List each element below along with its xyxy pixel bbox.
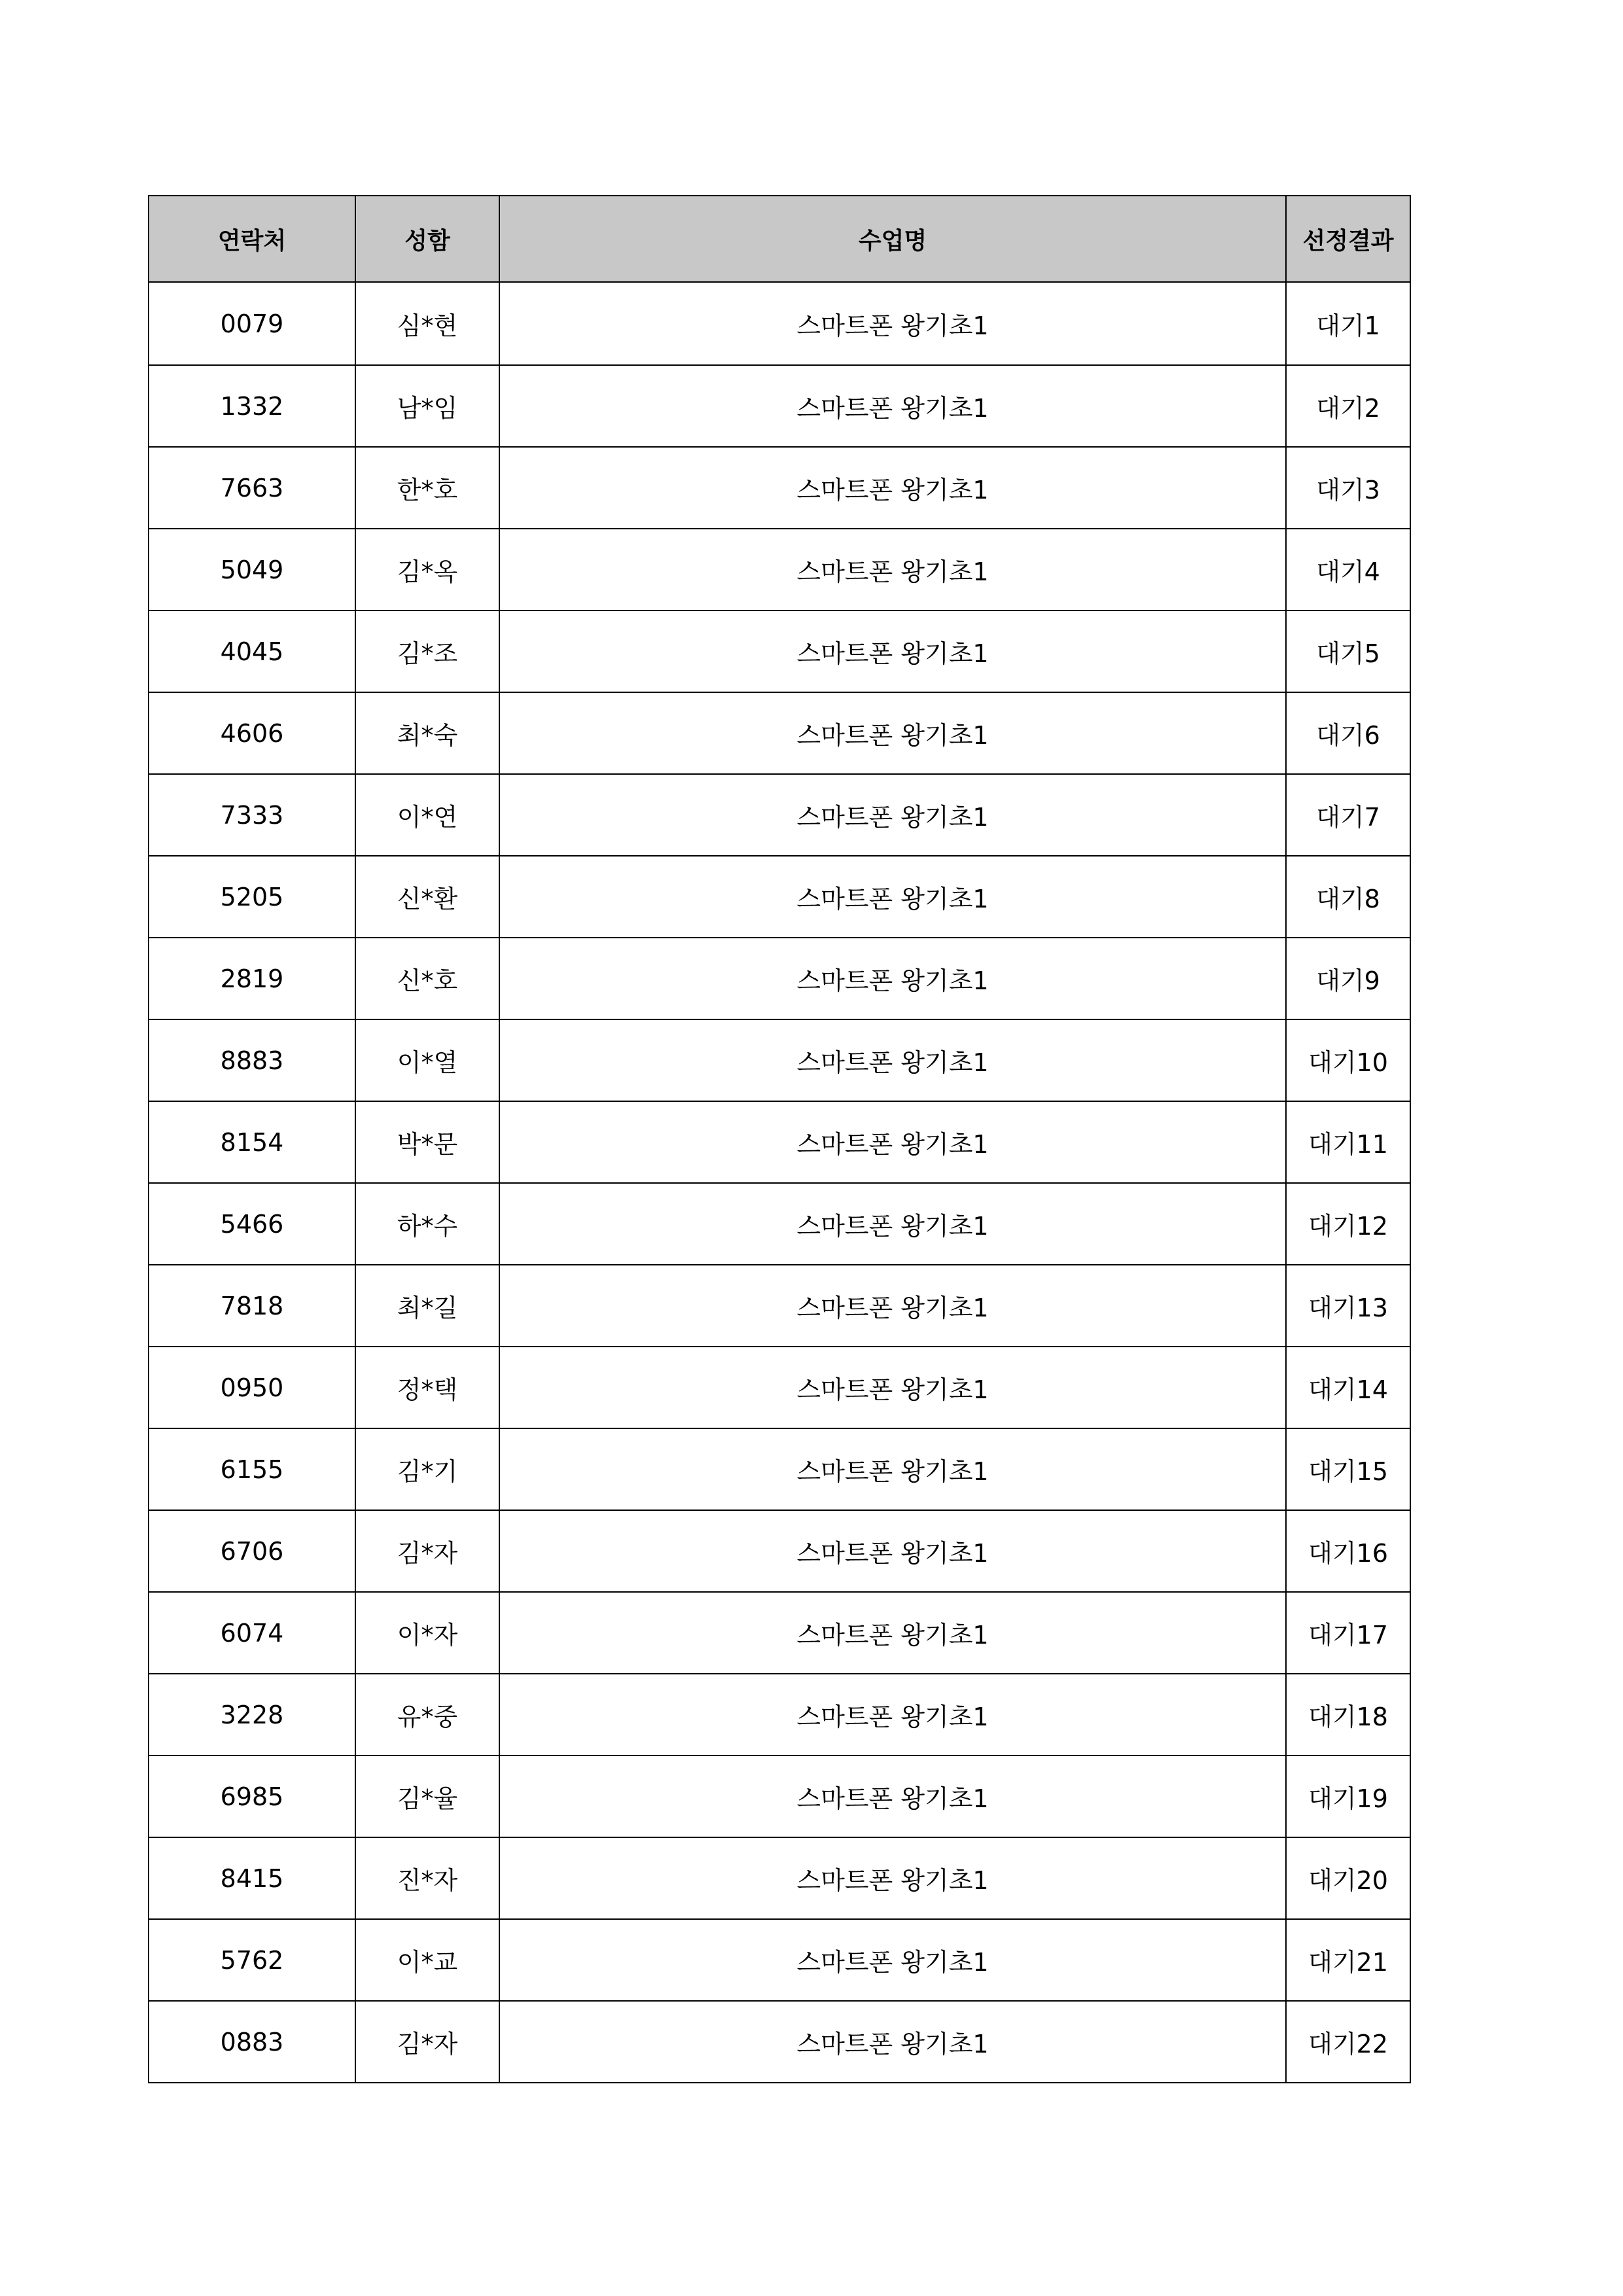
- cell-course: 스마트폰 왕기초1: [499, 692, 1286, 774]
- cell-contact: 4606: [149, 692, 355, 774]
- header-name: 성함: [355, 196, 499, 282]
- cell-course: 스마트폰 왕기초1: [499, 856, 1286, 938]
- table-row: [149, 447, 1410, 529]
- cell-result: 대기20: [1286, 1837, 1410, 1919]
- cell-name: 최*숙: [355, 692, 499, 774]
- table-row: [149, 282, 1410, 365]
- table-row: [149, 365, 1410, 447]
- cell-course: 스마트폰 왕기초1: [499, 1183, 1286, 1265]
- table-row: [149, 856, 1410, 938]
- cell-result: 대기8: [1286, 856, 1410, 938]
- cell-course: 스마트폰 왕기초1: [499, 1756, 1286, 1837]
- cell-contact: 7663: [149, 447, 355, 529]
- cell-result: 대기17: [1286, 1592, 1410, 1674]
- cell-name: 김*조: [355, 610, 499, 692]
- cell-result: 대기12: [1286, 1183, 1410, 1265]
- cell-contact: 0883: [149, 2001, 355, 2083]
- cell-contact: 5762: [149, 1919, 355, 2001]
- header-course: 수업명: [499, 196, 1286, 282]
- cell-course: 스마트폰 왕기초1: [499, 1837, 1286, 1919]
- table-row: [149, 1019, 1410, 1101]
- cell-name: 김*옥: [355, 529, 499, 610]
- cell-name: 유*중: [355, 1674, 499, 1756]
- table-row: [149, 692, 1410, 774]
- cell-course: 스마트폰 왕기초1: [499, 282, 1286, 365]
- cell-contact: 0079: [149, 282, 355, 365]
- cell-contact: 6706: [149, 1510, 355, 1592]
- cell-contact: 4045: [149, 610, 355, 692]
- table-row: [149, 774, 1410, 856]
- table-row: [149, 1919, 1410, 2001]
- table-row: [149, 1510, 1410, 1592]
- cell-result: 대기19: [1286, 1756, 1410, 1837]
- cell-name: 신*호: [355, 938, 499, 1019]
- cell-name: 이*자: [355, 1592, 499, 1674]
- cell-contact: 8415: [149, 1837, 355, 1919]
- table-row: [149, 2001, 1410, 2083]
- table-row: [149, 1756, 1410, 1837]
- cell-contact: 8883: [149, 1019, 355, 1101]
- cell-contact: 6155: [149, 1428, 355, 1510]
- cell-result: 대기11: [1286, 1101, 1410, 1183]
- cell-result: 대기1: [1286, 282, 1410, 365]
- cell-result: 대기3: [1286, 447, 1410, 529]
- cell-name: 진*자: [355, 1837, 499, 1919]
- cell-name: 신*환: [355, 856, 499, 938]
- cell-contact: 2819: [149, 938, 355, 1019]
- cell-name: 한*호: [355, 447, 499, 529]
- cell-name: 최*길: [355, 1265, 499, 1347]
- cell-name: 남*임: [355, 365, 499, 447]
- table-header-row: [149, 196, 1410, 282]
- cell-result: 대기22: [1286, 2001, 1410, 2083]
- cell-course: 스마트폰 왕기초1: [499, 447, 1286, 529]
- cell-result: 대기21: [1286, 1919, 1410, 2001]
- cell-result: 대기9: [1286, 938, 1410, 1019]
- cell-course: 스마트폰 왕기초1: [499, 1674, 1286, 1756]
- cell-name: 박*문: [355, 1101, 499, 1183]
- cell-contact: 6985: [149, 1756, 355, 1837]
- table-row: [149, 938, 1410, 1019]
- cell-result: 대기4: [1286, 529, 1410, 610]
- cell-name: 이*연: [355, 774, 499, 856]
- cell-course: 스마트폰 왕기초1: [499, 1919, 1286, 2001]
- cell-course: 스마트폰 왕기초1: [499, 529, 1286, 610]
- table-row: [149, 1428, 1410, 1510]
- cell-contact: 5205: [149, 856, 355, 938]
- cell-course: 스마트폰 왕기초1: [499, 1592, 1286, 1674]
- cell-contact: 7333: [149, 774, 355, 856]
- cell-result: 대기14: [1286, 1347, 1410, 1428]
- cell-contact: 3228: [149, 1674, 355, 1756]
- cell-course: 스마트폰 왕기초1: [499, 938, 1286, 1019]
- cell-result: 대기5: [1286, 610, 1410, 692]
- cell-result: 대기6: [1286, 692, 1410, 774]
- cell-name: 이*교: [355, 1919, 499, 2001]
- cell-course: 스마트폰 왕기초1: [499, 1428, 1286, 1510]
- cell-result: 대기18: [1286, 1674, 1410, 1756]
- cell-course: 스마트폰 왕기초1: [499, 1265, 1286, 1347]
- header-result: 선정결과: [1286, 196, 1410, 282]
- cell-course: 스마트폰 왕기초1: [499, 365, 1286, 447]
- cell-contact: 0950: [149, 1347, 355, 1428]
- table-row: [149, 1101, 1410, 1183]
- cell-name: 김*자: [355, 1510, 499, 1592]
- cell-contact: 5466: [149, 1183, 355, 1265]
- cell-result: 대기7: [1286, 774, 1410, 856]
- table-row: [149, 1347, 1410, 1428]
- cell-name: 김*율: [355, 1756, 499, 1837]
- cell-name: 정*택: [355, 1347, 499, 1428]
- cell-name: 이*열: [355, 1019, 499, 1101]
- table-row: [149, 1837, 1410, 1919]
- cell-contact: 6074: [149, 1592, 355, 1674]
- cell-contact: 7818: [149, 1265, 355, 1347]
- table-row: [149, 1674, 1410, 1756]
- cell-name: 김*자: [355, 2001, 499, 2083]
- table-body: [149, 282, 1410, 2083]
- cell-course: 스마트폰 왕기초1: [499, 1101, 1286, 1183]
- waitlist-table: [148, 195, 1411, 2083]
- cell-contact: 5049: [149, 529, 355, 610]
- cell-result: 대기16: [1286, 1510, 1410, 1592]
- cell-course: 스마트폰 왕기초1: [499, 610, 1286, 692]
- table-row: [149, 1592, 1410, 1674]
- cell-name: 김*기: [355, 1428, 499, 1510]
- cell-course: 스마트폰 왕기초1: [499, 2001, 1286, 2083]
- table-row: [149, 610, 1410, 692]
- cell-contact: 8154: [149, 1101, 355, 1183]
- header-contact: 연락처: [149, 196, 355, 282]
- table-row: [149, 529, 1410, 610]
- cell-course: 스마트폰 왕기초1: [499, 1510, 1286, 1592]
- cell-result: 대기10: [1286, 1019, 1410, 1101]
- cell-course: 스마트폰 왕기초1: [499, 1019, 1286, 1101]
- table-row: [149, 1183, 1410, 1265]
- cell-result: 대기15: [1286, 1428, 1410, 1510]
- cell-result: 대기2: [1286, 365, 1410, 447]
- cell-contact: 1332: [149, 365, 355, 447]
- cell-course: 스마트폰 왕기초1: [499, 774, 1286, 856]
- table-row: [149, 1265, 1410, 1347]
- cell-name: 심*현: [355, 282, 499, 365]
- cell-result: 대기13: [1286, 1265, 1410, 1347]
- cell-name: 하*수: [355, 1183, 499, 1265]
- cell-course: 스마트폰 왕기초1: [499, 1347, 1286, 1428]
